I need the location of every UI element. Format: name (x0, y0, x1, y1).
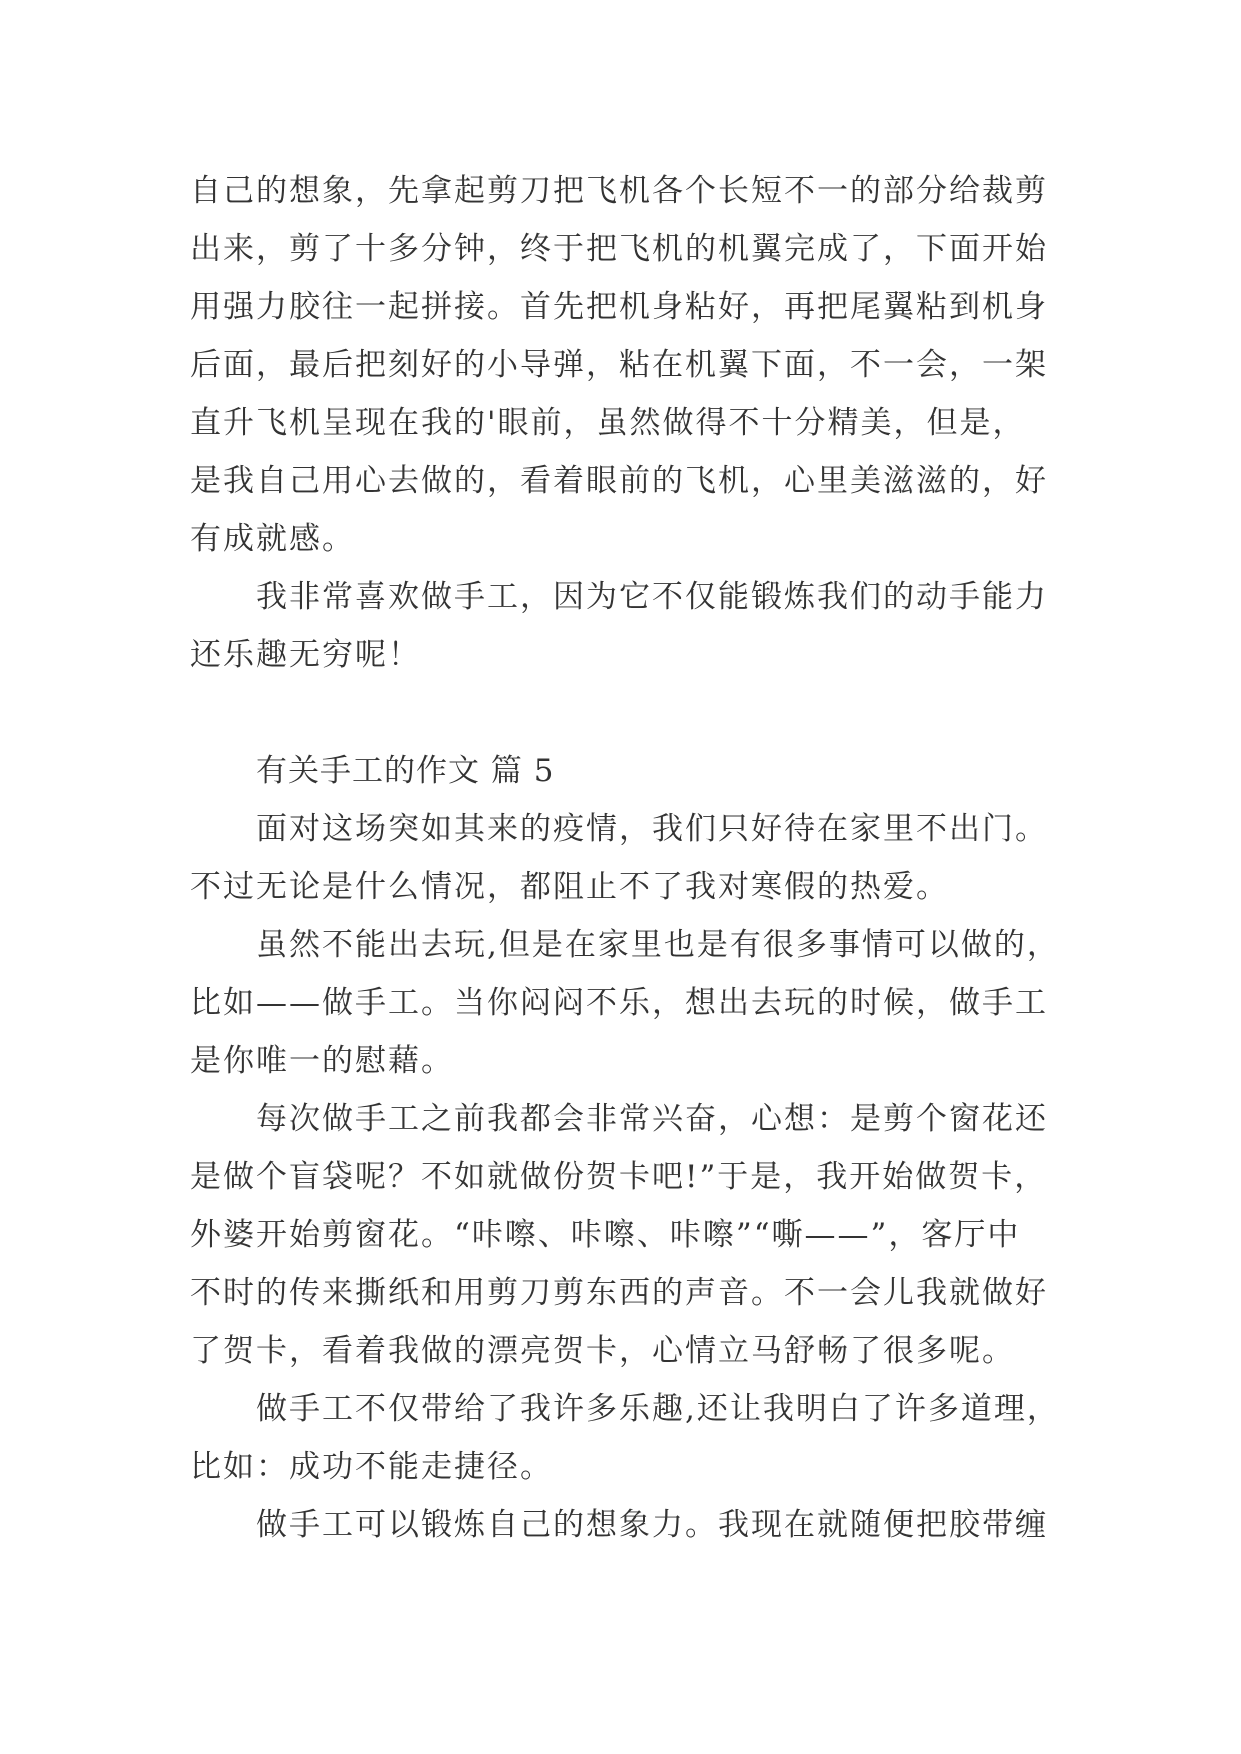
paragraph-start-line: 做手工不仅带给了我许多乐趣,还让我明白了许多道理， (256, 1391, 1060, 1427)
paragraph-start-line: 面对这场突如其来的疫情，我们只好待在家里不出门。 (256, 811, 1048, 847)
section-heading: 有关手工的作文 篇 5 (256, 753, 555, 789)
text-line: 是你唯一的慰藉。 (190, 1043, 454, 1079)
text-line: 还乐趣无穷呢！ (190, 637, 421, 673)
text-line: 比如：成功不能走捷径。 (190, 1449, 553, 1485)
paragraph-start-line: 虽然不能出去玩,但是在家里也是有很多事情可以做的， (256, 927, 1060, 963)
text-line: 不过无论是什么情况，都阻止不了我对寒假的热爱。 (190, 869, 949, 905)
paragraph-start-line: 做手工可以锻炼自己的想象力。我现在就随便把胶带缠 (256, 1507, 1048, 1543)
paragraph-start-line: 我非常喜欢做手工，因为它不仅能锻炼我们的动手能力 (256, 579, 1048, 615)
text-line: 后面，最后把刻好的小导弹，粘在机翼下面，不一会，一架 (190, 347, 1048, 383)
text-line: 直升飞机呈现在我的'眼前，虽然做得不十分精美，但是， (190, 405, 1026, 441)
text-line: 是做个盲袋呢？不如就做份贺卡吧!”于是，我开始做贺卡， (190, 1159, 1048, 1195)
document-body (190, 162, 1070, 1554)
paragraph-start-line: 每次做手工之前我都会非常兴奋，心想：是剪个窗花还 (256, 1101, 1048, 1137)
section-gap (190, 684, 1070, 742)
text-line: 自己的想象，先拿起剪刀把飞机各个长短不一的部分给裁剪 (190, 173, 1048, 209)
text-line: 是我自己用心去做的，看着眼前的飞机，心里美滋滋的，好 (190, 463, 1048, 499)
text-line: 有成就感。 (190, 521, 355, 557)
text-line: 外婆开始剪窗花。“咔嚓、咔嚓、咔嚓”“嘶——”，客厅中 (190, 1217, 1021, 1253)
text-line: 比如——做手工。当你闷闷不乐，想出去玩的时候，做手工 (190, 985, 1048, 1021)
text-line: 出来，剪了十多分钟，终于把飞机的机翼完成了，下面开始 (190, 231, 1048, 267)
text-line: 用强力胶往一起拼接。首先把机身粘好，再把尾翼粘到机身 (190, 289, 1048, 325)
text-line: 不时的传来撕纸和用剪刀剪东西的声音。不一会儿我就做好 (190, 1275, 1048, 1311)
text-line: 了贺卡，看着我做的漂亮贺卡，心情立马舒畅了很多呢。 (190, 1333, 1015, 1369)
